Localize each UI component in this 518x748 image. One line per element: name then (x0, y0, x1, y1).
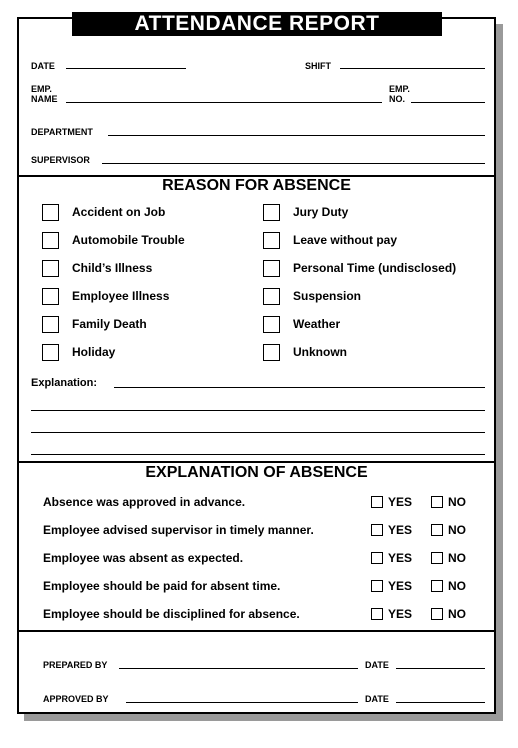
no-label: NO (448, 523, 466, 537)
shift-field[interactable] (340, 68, 485, 69)
reason-label: Accident on Job (72, 205, 166, 219)
explanation-section-title: EXPLANATION OF ABSENCE (145, 464, 368, 481)
date-label: DATE (31, 61, 55, 71)
prepared-date-label: DATE (365, 660, 389, 670)
checkbox-no[interactable] (431, 524, 443, 536)
supervisor-label: SUPERVISOR (31, 155, 90, 165)
yes-label: YES (388, 495, 413, 509)
question-label: Employee was absent as expected. (43, 551, 244, 565)
reason-label: Weather (293, 317, 341, 331)
checkbox-suspension[interactable] (263, 288, 280, 305)
divider (17, 630, 496, 632)
approved-date-field[interactable] (396, 702, 485, 703)
date-field[interactable] (66, 68, 186, 69)
reason-label: Jury Duty (293, 205, 349, 219)
prepared-by-field[interactable] (119, 668, 358, 669)
department-label: DEPARTMENT (31, 127, 93, 137)
supervisor-field[interactable] (102, 163, 485, 164)
approved-by-field[interactable] (126, 702, 358, 703)
emp-no-label-1: EMP. (389, 84, 410, 94)
approved-date-label: DATE (365, 694, 389, 704)
reason-label: Holiday (72, 345, 116, 359)
emp-name-label-1: EMP. (31, 84, 52, 94)
checkbox-yes[interactable] (371, 580, 383, 592)
reason-label: Employee Illness (72, 289, 170, 303)
checkbox-personal-time[interactable] (263, 260, 280, 277)
explanation-line[interactable] (114, 387, 485, 388)
emp-name-label-2: NAME (31, 94, 58, 104)
reason-label: Suspension (293, 289, 362, 303)
question-label: Employee should be disciplined for absence. (43, 607, 300, 621)
reason-label: Automobile Trouble (72, 233, 185, 247)
no-label: NO (448, 607, 466, 621)
checkbox-automobile-trouble[interactable] (42, 232, 59, 249)
reason-label: Personal Time (undisclosed) (293, 261, 457, 275)
approved-by-label: APPROVED BY (43, 694, 109, 704)
yes-label: YES (388, 551, 413, 565)
checkbox-yes[interactable] (371, 552, 383, 564)
reason-label: Child’s Illness (72, 261, 153, 275)
divider (17, 461, 496, 463)
reason-section-title: REASON FOR ABSENCE (162, 177, 351, 194)
checkbox-childs-illness[interactable] (42, 260, 59, 277)
prepared-by-label: PREPARED BY (43, 660, 108, 670)
question-label: Employee advised supervisor in timely manner. (43, 523, 314, 537)
checkbox-weather[interactable] (263, 316, 280, 333)
shift-label: SHIFT (305, 61, 331, 71)
reason-label: Family Death (72, 317, 147, 331)
yes-label: YES (388, 523, 413, 537)
prepared-date-field[interactable] (396, 668, 485, 669)
yes-label: YES (388, 607, 413, 621)
yes-label: YES (388, 579, 413, 593)
checkbox-yes[interactable] (371, 496, 383, 508)
checkbox-no[interactable] (431, 496, 443, 508)
checkbox-no[interactable] (431, 580, 443, 592)
explanation-line[interactable] (31, 410, 485, 411)
reason-label: Unknown (293, 345, 347, 359)
checkbox-leave-without-pay[interactable] (263, 232, 280, 249)
question-label: Absence was approved in advance. (43, 495, 246, 509)
checkbox-yes[interactable] (371, 524, 383, 536)
checkbox-no[interactable] (431, 608, 443, 620)
emp-no-field[interactable] (411, 102, 485, 103)
reason-label: Leave without pay (293, 233, 398, 247)
checkbox-holiday[interactable] (42, 344, 59, 361)
question-label: Employee should be paid for absent time. (43, 579, 281, 593)
checkbox-jury-duty[interactable] (263, 204, 280, 221)
no-label: NO (448, 579, 466, 593)
explanation-line[interactable] (31, 454, 485, 455)
department-field[interactable] (108, 135, 485, 136)
checkbox-yes[interactable] (371, 608, 383, 620)
checkbox-accident-on-job[interactable] (42, 204, 59, 221)
no-label: NO (448, 551, 466, 565)
checkbox-family-death[interactable] (42, 316, 59, 333)
explanation-line[interactable] (31, 432, 485, 433)
explanation-label: Explanation: (31, 377, 98, 389)
form-title: ATTENDANCE REPORT (72, 12, 442, 36)
emp-name-field[interactable] (66, 102, 382, 103)
checkbox-employee-illness[interactable] (42, 288, 59, 305)
emp-no-label-2: NO. (389, 94, 406, 104)
checkbox-unknown[interactable] (263, 344, 280, 361)
checkbox-no[interactable] (431, 552, 443, 564)
no-label: NO (448, 495, 466, 509)
